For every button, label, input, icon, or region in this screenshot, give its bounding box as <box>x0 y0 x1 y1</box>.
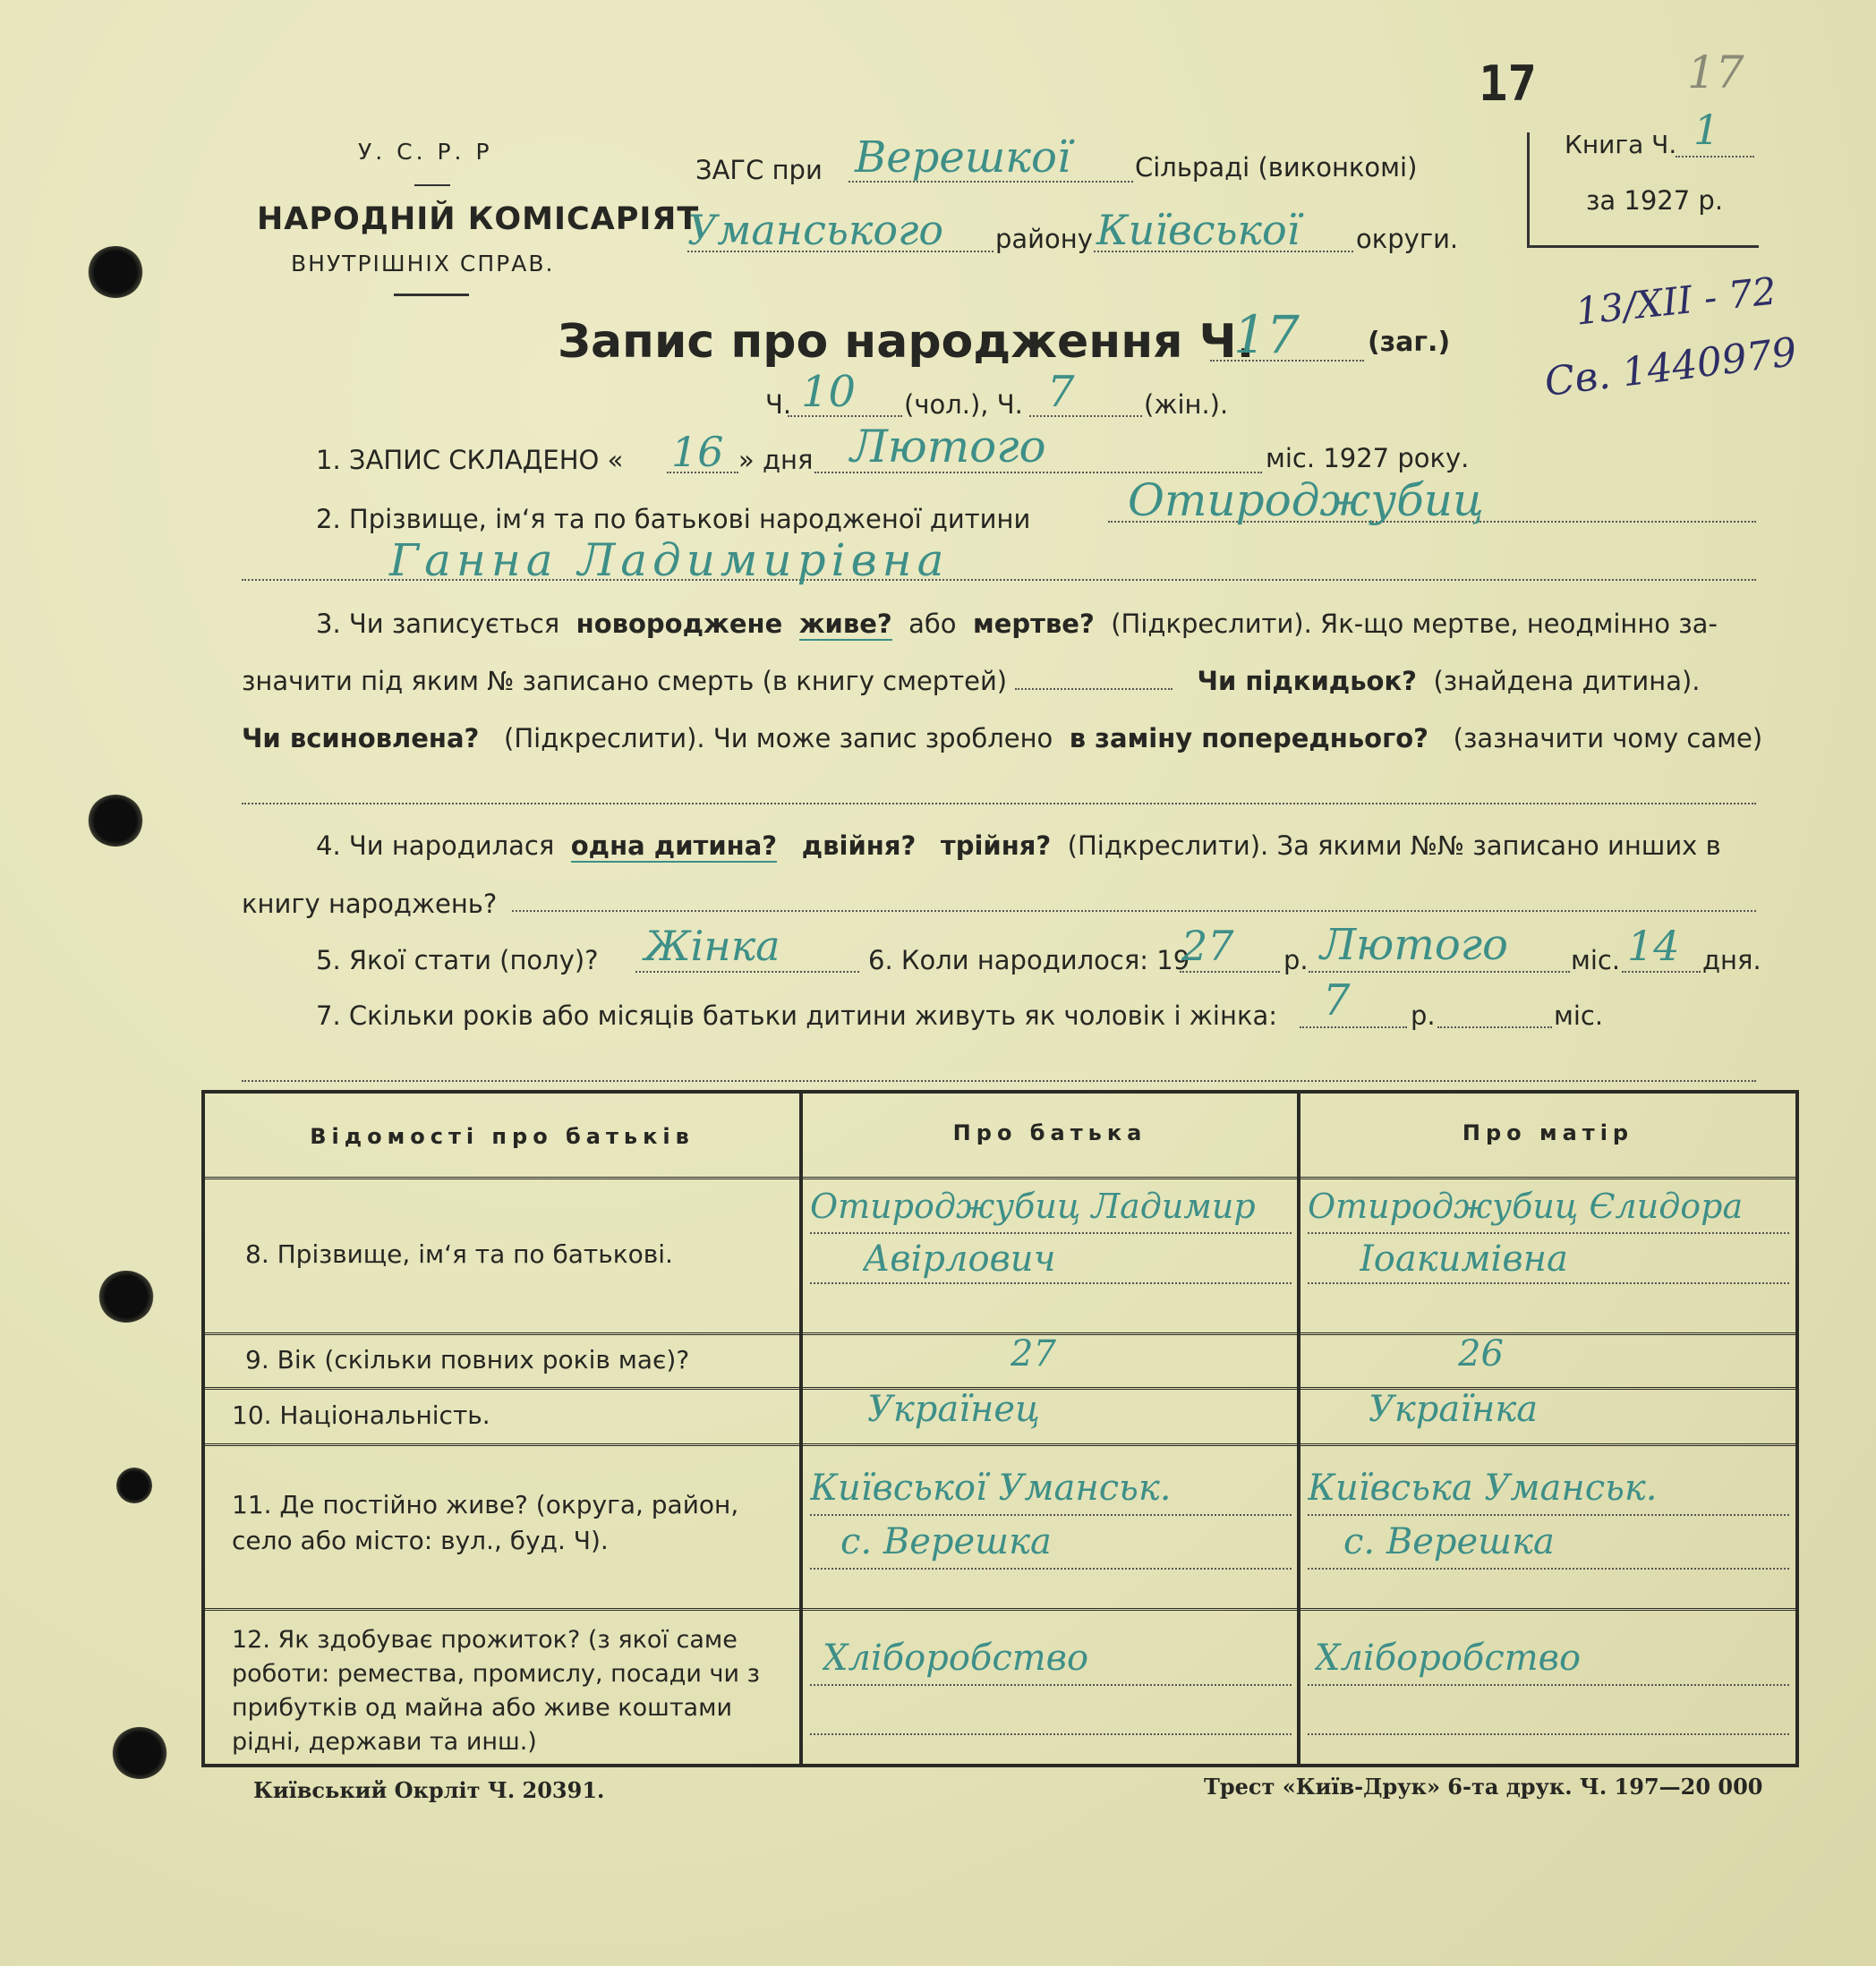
item7-label: 7. Скільки років або місяців батьки дитини живуть як чоловік і жінка: <box>316 1000 1278 1031</box>
footer-left: Київський Окрліт Ч. 20391. <box>253 1777 605 1803</box>
item3-f: (Підкреслити). Як-що мертве, неодмінно за- <box>1111 609 1718 639</box>
item4-a: 4. Чи народилася <box>316 830 555 861</box>
row11-father-line1-value: Київської Уманськ. <box>810 1468 1172 1509</box>
row10-mother-value: Українка <box>1369 1389 1539 1430</box>
punch-hole-icon <box>98 1271 154 1323</box>
row12-mother-value: Хліборобство <box>1315 1638 1582 1679</box>
row9-mother-value: 26 <box>1458 1333 1504 1374</box>
row8-father-line1 <box>810 1232 1292 1234</box>
punch-hole-icon <box>88 246 143 298</box>
district-value: Уманського <box>687 206 944 254</box>
footer-right: Трест «Київ-Друк» 6-та друк. Ч. 197—20 000 <box>1204 1774 1763 1800</box>
item7-r: р. <box>1411 1000 1436 1031</box>
item6-day: 14 <box>1627 922 1680 970</box>
row12-label: 12. Як здобуває прожиток? (з якої саме роботи: ремества, промислу, посади чи з прибутків од майна або живе коштами рідні, держави та инш.) <box>232 1626 760 1756</box>
header-father: Про батька <box>952 1120 1147 1145</box>
row11-mother-line2-value: с. Верешка <box>1343 1521 1555 1562</box>
book-number-line <box>1676 154 1754 157</box>
table-rule <box>205 1608 1795 1614</box>
record-suffix: (заг.) <box>1368 327 1451 358</box>
item4-line1 <box>316 830 1721 861</box>
item1-month: Лютого <box>850 421 1046 472</box>
item3-line3 <box>242 723 1762 753</box>
item4-e: (Підкреслити). За якими №№ записано инших в <box>1067 830 1721 861</box>
okruga-label: округи. <box>1356 224 1459 254</box>
item1-label: 1. ЗАПИС СКЛАДЕНО « <box>316 445 624 475</box>
commissariat-subtitle: ВНУТРІШНІХ СПРАВ. <box>291 251 555 277</box>
male-number: 10 <box>801 367 857 417</box>
item1-mid: » дня <box>738 445 814 475</box>
item7-mis: міс. <box>1554 1000 1604 1031</box>
header-info: Відомості про батьків <box>310 1124 695 1149</box>
item3-alive: живе? <box>798 609 892 639</box>
parents-table <box>201 1090 1799 1767</box>
row8-father-line2 <box>810 1282 1292 1284</box>
row11-mother-line2 <box>1308 1568 1789 1570</box>
item3-adopted: Чи всиновлена? <box>242 723 480 753</box>
book-year: за 1927 р. <box>1586 185 1724 216</box>
row12-mother-line1 <box>1308 1684 1789 1686</box>
table-rule <box>205 1443 1795 1450</box>
row11-mother-line1-value: Київська Уманськ. <box>1308 1468 1658 1509</box>
row12-father-value: Хліборобство <box>823 1638 1089 1679</box>
item6-label: 6. Коли народилося: 19 <box>868 945 1190 975</box>
row11-father-line2-value: с. Верешка <box>840 1521 1052 1562</box>
item4-triplets: трійня? <box>940 830 1052 861</box>
item4-twins: двійня? <box>801 830 917 861</box>
item3-death-line <box>1015 688 1172 690</box>
district-label: району <box>995 224 1093 254</box>
item2-name: Ганна Ладимирівна <box>389 534 950 586</box>
male-suffix: (чол.), Ч. <box>904 389 1023 420</box>
row8-mother-line2-value: Іоакимівна <box>1360 1238 1568 1280</box>
item2-surname: Отироджубиц <box>1128 474 1484 526</box>
item6-r: р. <box>1283 945 1309 975</box>
item3-a: 3. Чи записується <box>316 609 560 639</box>
punch-hole-icon <box>112 1727 167 1779</box>
row8-father-line1-value: Отироджубиц Ладимир <box>810 1187 1256 1226</box>
record-title: Запис про народження Ч. <box>558 315 1255 369</box>
item5-label: 5. Якої стати (полу)? <box>316 945 599 975</box>
divider <box>394 294 469 296</box>
female-number: 7 <box>1047 367 1075 417</box>
row10-label: 10. Національність. <box>232 1400 490 1430</box>
row12-father-line1 <box>810 1684 1292 1686</box>
row8-father-line2-value: Авірлович <box>863 1238 1056 1280</box>
item3-line2 <box>242 666 1701 696</box>
book-label: Книга Ч. <box>1565 130 1677 159</box>
state-label: У. С. Р. Р <box>358 139 493 165</box>
header-mother: Про матір <box>1462 1120 1634 1145</box>
corner-number: 17 <box>1687 47 1744 98</box>
divider <box>414 184 450 186</box>
record-number: 17 <box>1233 304 1300 365</box>
table-rule <box>205 1177 1795 1183</box>
row9-label: 9. Вік (скільки повних років має)? <box>245 1345 690 1374</box>
item6-year: 27 <box>1181 922 1234 970</box>
item6-dnia: дня. <box>1702 945 1761 975</box>
row8-mother-line2 <box>1308 1282 1789 1284</box>
item7-extra-line <box>242 1078 1756 1082</box>
item6-month: Лютого <box>1320 920 1508 970</box>
item2-label: 2. Прізвище, ім‘я та по батькові народженої дитини <box>316 504 1031 534</box>
item3-line1 <box>316 609 1718 639</box>
row8-label: 8. Прізвище, ім‘я та по батькові. <box>245 1239 673 1269</box>
item6-mis: міс. <box>1571 945 1621 975</box>
female-line <box>1029 413 1142 417</box>
item1-day: 16 <box>671 428 724 476</box>
item7-months-line <box>1437 1025 1552 1028</box>
item1-suffix: міс. 1927 року. <box>1266 443 1470 473</box>
female-suffix: (жін.). <box>1144 389 1229 420</box>
item3-k: (Підкреслити). Чи може запис зроблено <box>504 723 1053 753</box>
row10-father-value: Українец <box>867 1389 1040 1430</box>
table-divider <box>1297 1094 1300 1764</box>
item4-line <box>512 908 1756 912</box>
item3-reason-line <box>242 801 1756 804</box>
item3-dead: мертве? <box>973 609 1095 639</box>
item4-f: книгу народжень? <box>242 889 498 919</box>
commissariat-title: НАРОДНІЙ КОМІСАРІЯТ <box>257 201 700 237</box>
margin-note-cert: Св. 1440979 <box>1541 328 1800 406</box>
male-label: Ч. <box>765 389 792 420</box>
zags-prefix: ЗАГС при <box>695 155 823 185</box>
zags-suffix: Сільраді (виконкомі) <box>1135 152 1418 183</box>
stamp-number: 17 <box>1479 55 1538 112</box>
zags-village-value: Верешкої <box>855 132 1071 183</box>
row8-mother-line1 <box>1308 1232 1789 1234</box>
row12-mother-line2 <box>1308 1733 1789 1735</box>
item3-newborn: новороджене <box>576 609 783 639</box>
punch-hole-icon <box>88 795 143 847</box>
okruga-value: Київської <box>1096 206 1300 254</box>
item3-i: (знайдена дитина). <box>1433 666 1701 696</box>
item5-value: Жінка <box>644 922 780 970</box>
row11-mother-line1 <box>1308 1514 1789 1516</box>
item3-replacement: в заміну попереднього? <box>1069 723 1428 753</box>
row8-mother-line1-value: Отироджубиц Єлидора <box>1308 1187 1744 1226</box>
item7-years: 7 <box>1323 975 1351 1026</box>
row11-father-line1 <box>810 1514 1292 1516</box>
item3-g: значити під яким № записано смерть (в книгу смертей) <box>242 666 1008 696</box>
table-divider <box>799 1094 803 1764</box>
book-number: 1 <box>1693 106 1720 154</box>
item7-years-line <box>1300 1025 1407 1028</box>
margin-note-date: 13/XII - 72 <box>1573 268 1778 334</box>
item3-foundling: Чи підкидьок? <box>1197 666 1417 696</box>
table-rule <box>205 1332 1795 1339</box>
punch-hole-icon <box>116 1468 152 1503</box>
item3-m: (зазначити чому саме) <box>1453 723 1763 753</box>
row12-father-line2 <box>810 1733 1292 1735</box>
row11-label: 11. Де постійно живе? (округа, район, село або місто: вул., буд. Ч). <box>232 1490 739 1555</box>
item4-single: одна дитина? <box>570 830 778 861</box>
row9-father-value: 27 <box>1010 1333 1056 1374</box>
item3-or: або <box>908 609 957 639</box>
row11-father-line2 <box>810 1568 1292 1570</box>
